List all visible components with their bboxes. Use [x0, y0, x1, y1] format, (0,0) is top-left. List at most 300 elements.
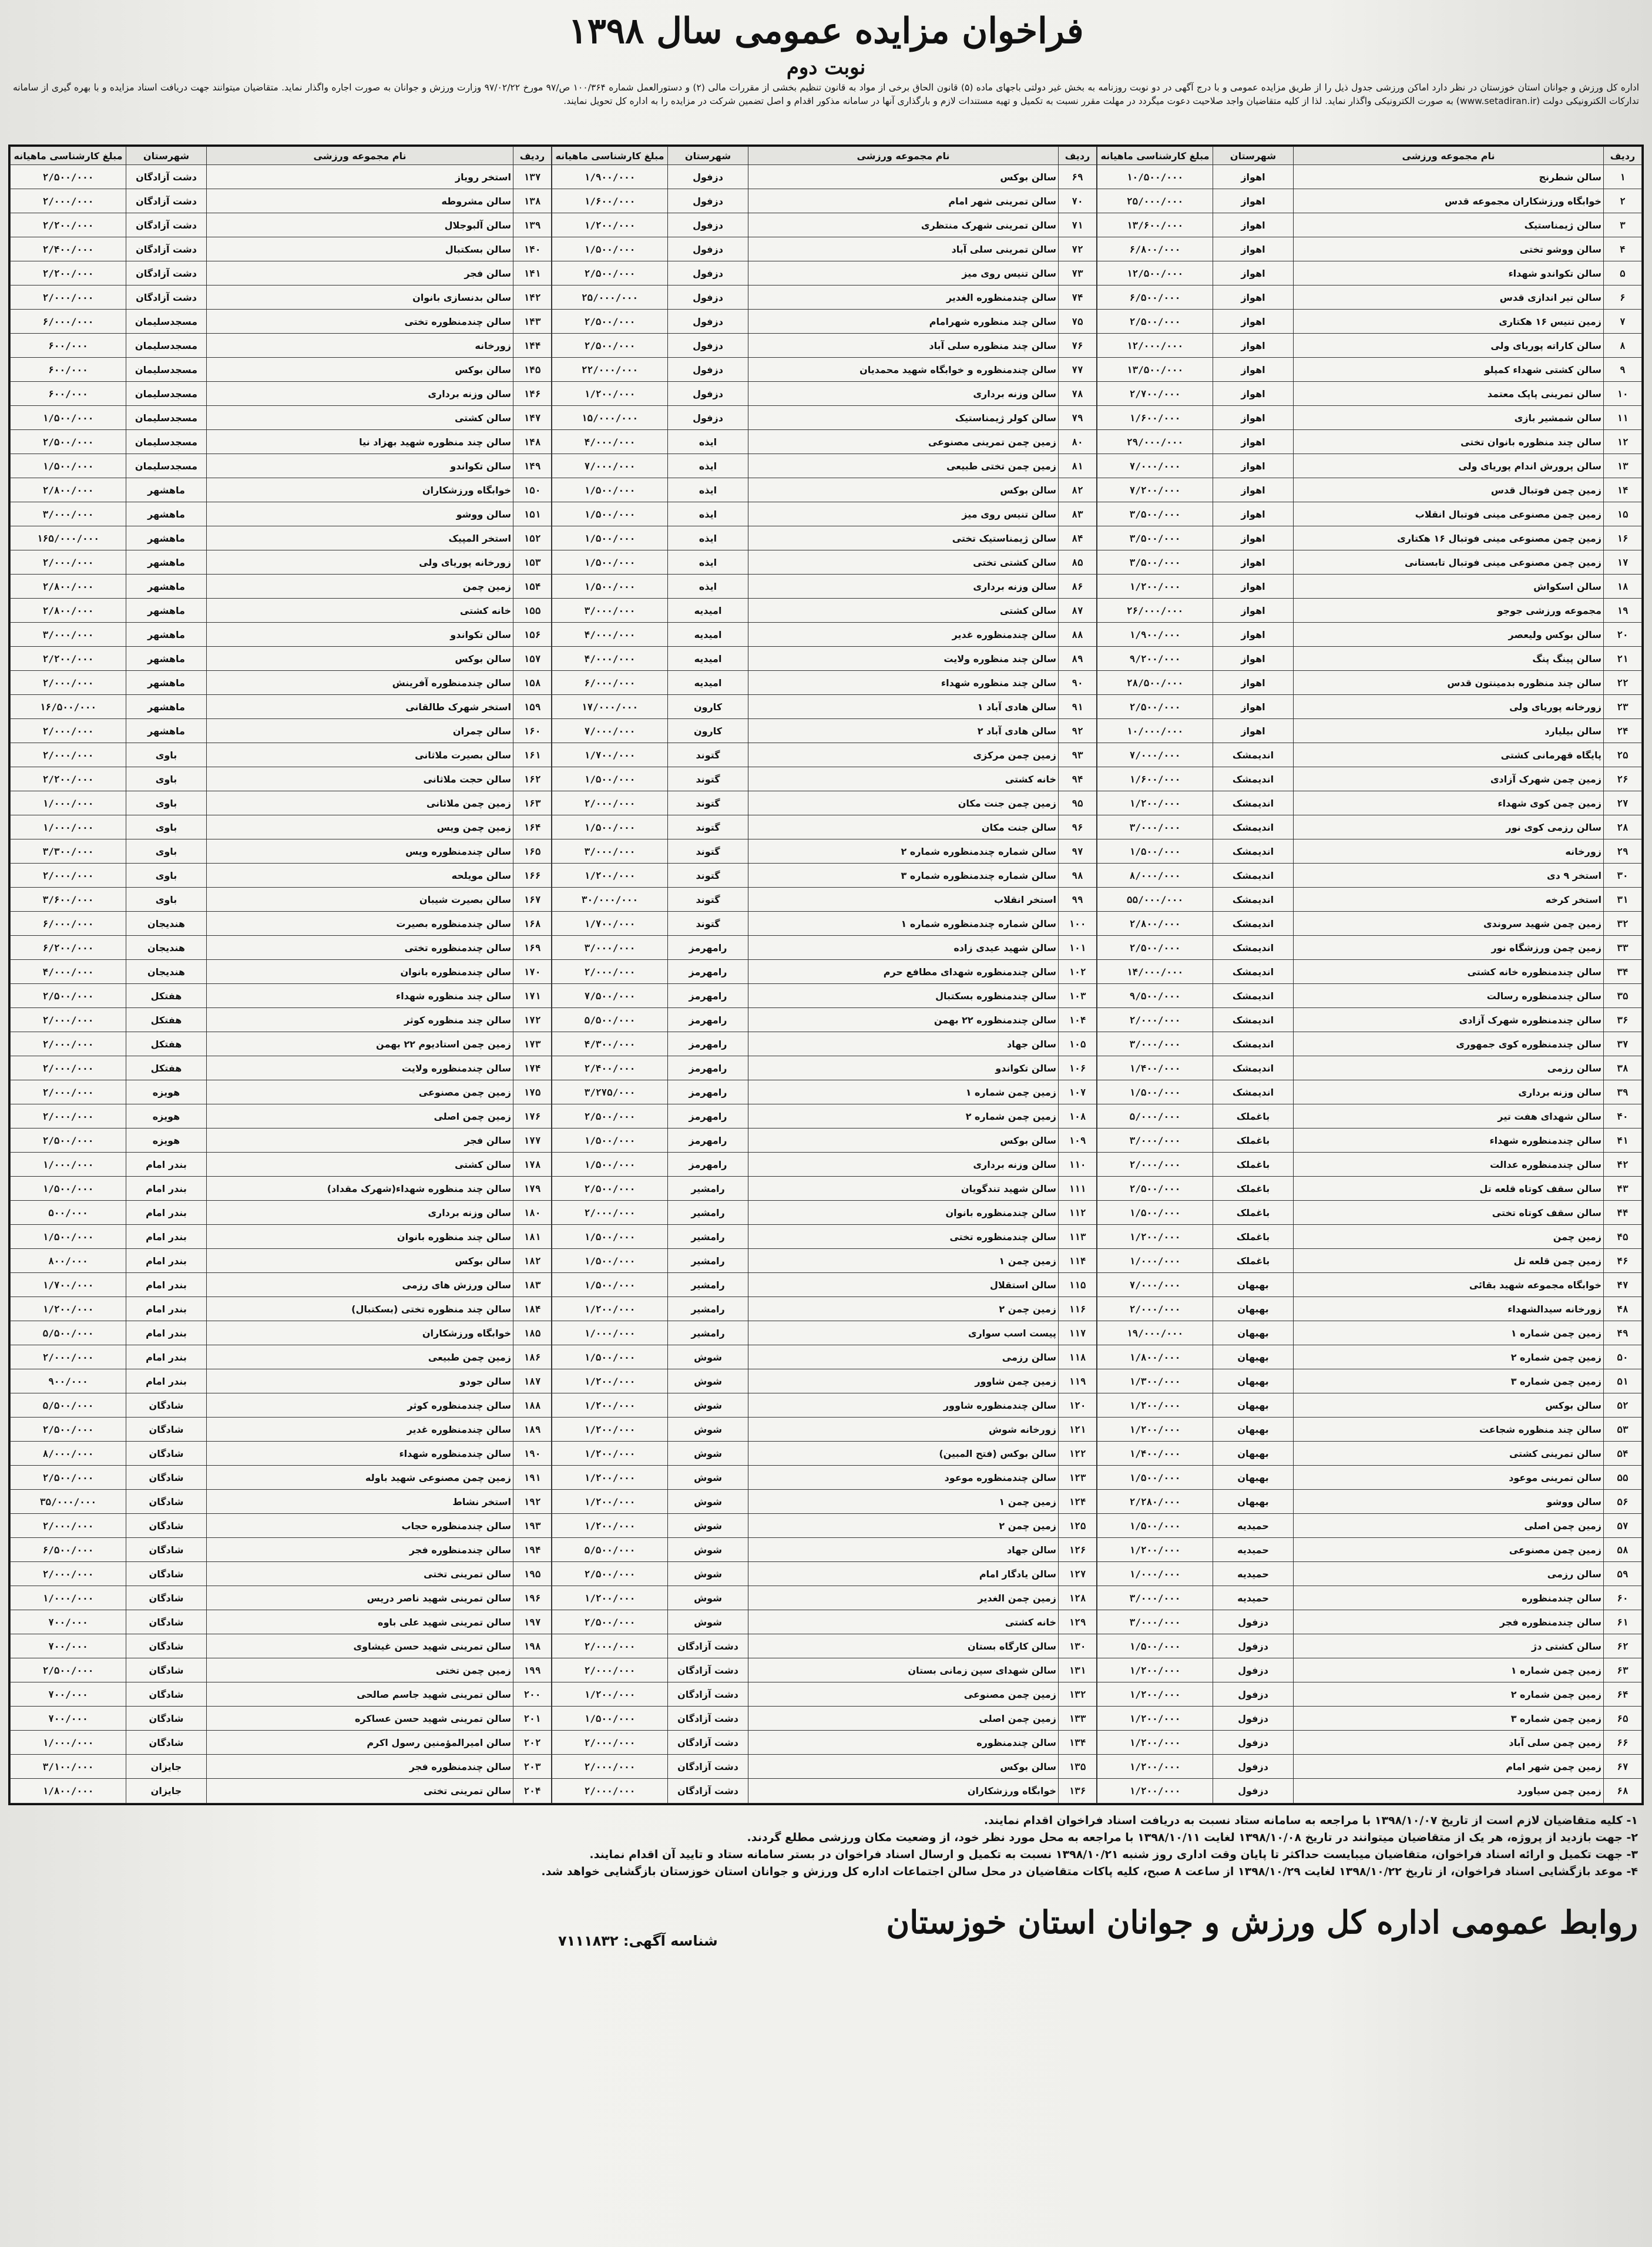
city: اهواز — [1213, 261, 1294, 286]
table-row — [1097, 1345, 1642, 1369]
row-number: ۱۴۵ — [513, 358, 552, 382]
city: هندیجان — [126, 912, 207, 936]
table-row — [552, 334, 1097, 358]
city: شوش — [668, 1442, 748, 1466]
footnote: ۴- موعد بازگشایی اسناد فراخوان، از تاریخ ۱۳۹۸/۱۰/۲۲ لغایت ۱۳۹۸/۱۰/۲۹ از ساعت ۸ صبح، کلیه پاکات متقاضیان در محل سالن اجتماعات اداره کل ورزش و جوانان استان خوزستان بازگشایی خواهد شد. — [541, 1865, 1638, 1878]
city: گتوند — [668, 767, 748, 791]
monthly-price: ۱/۲۰۰/۰۰۰ — [552, 213, 668, 237]
venue-name: سالن فجر — [207, 1128, 513, 1153]
city: شادگان — [126, 1562, 207, 1586]
row-number: ۹۳ — [1059, 743, 1097, 767]
row-number: ۷۲ — [1059, 237, 1097, 261]
monthly-price: ۲۵/۰۰۰/۰۰۰ — [552, 286, 668, 310]
table-row — [1097, 1634, 1642, 1658]
row-number: ۱۸ — [1604, 575, 1642, 599]
city: دشت آزادگان — [668, 1658, 748, 1682]
venue-name: سالن تمرینی شهید حسن غیشاوی — [207, 1634, 513, 1658]
table-row — [1097, 261, 1642, 286]
venue-name: زمین چمن تمرینی مصنوعی — [748, 430, 1059, 454]
city: رامهرمز — [668, 1128, 748, 1153]
venue-name: زمین چمن شهر امام — [1294, 1755, 1604, 1779]
row-number: ۶۷ — [1604, 1755, 1642, 1779]
row-number: ۱۰ — [1604, 382, 1642, 406]
city: بندر امام — [126, 1345, 207, 1369]
city: رامشیر — [668, 1201, 748, 1225]
venue-name: سالن ووشو — [1294, 1490, 1604, 1514]
city: مسجدسلیمان — [126, 358, 207, 382]
row-number: ۱۹ — [1604, 599, 1642, 623]
monthly-price: ۷/۰۰۰/۰۰۰ — [552, 454, 668, 478]
table-row — [552, 1418, 1097, 1442]
table-row — [552, 815, 1097, 839]
monthly-price: ۴/۰۰۰/۰۰۰ — [552, 647, 668, 671]
table-row — [1097, 791, 1642, 815]
city: باغملک — [1213, 1201, 1294, 1225]
table-row — [552, 1393, 1097, 1418]
monthly-price: ۱/۲۰۰/۰۰۰ — [1097, 1755, 1213, 1779]
table-row — [11, 1297, 552, 1321]
city: دشت آزادگان — [668, 1779, 748, 1803]
city: شوش — [668, 1466, 748, 1490]
venue-name: سالن چند منظوره ولایت — [748, 647, 1059, 671]
row-number: ۱۷۹ — [513, 1177, 552, 1201]
city: ایذه — [668, 430, 748, 454]
city: هفتکل — [126, 1008, 207, 1032]
monthly-price: ۱/۲۰۰/۰۰۰ — [1097, 1779, 1213, 1803]
monthly-price: ۱/۳۰۰/۰۰۰ — [1097, 1369, 1213, 1393]
city: شادگان — [126, 1418, 207, 1442]
monthly-price: ۸۰۰/۰۰۰ — [11, 1249, 126, 1273]
city: اهواز — [1213, 671, 1294, 695]
venue-name: سالن چندمنظوره بانوان — [748, 1201, 1059, 1225]
venue-name: سالن چمران — [207, 719, 513, 743]
row-number: ۱۱۵ — [1059, 1273, 1097, 1297]
venue-name: سالن تمرینی تختی — [207, 1779, 513, 1803]
row-number: ۱۳۵ — [1059, 1755, 1097, 1779]
city: هویزه — [126, 1104, 207, 1128]
table-row — [11, 695, 552, 719]
venue-name: سالن تکواندو شهداء — [1294, 261, 1604, 286]
footnote: ۱- کلیه متقاضیان لازم است از تاریخ ۱۳۹۸/۱۰/۰۷ با مراجعه به سامانه ستاد نسبت به دریافت اسناد فراخوان اقدام نمایند. — [983, 1814, 1638, 1827]
table-row — [11, 382, 552, 406]
venue-name: سالن کولر ژیمناستیک — [748, 406, 1059, 430]
table-header-row — [11, 147, 552, 165]
monthly-price: ۱/۵۰۰/۰۰۰ — [552, 575, 668, 599]
venue-name: سالن چندمنظوره کوی جمهوری — [1294, 1032, 1604, 1056]
venue-name: سالن فجر — [207, 261, 513, 286]
venue-name: زورخانه شوش — [748, 1418, 1059, 1442]
city: دزفول — [668, 189, 748, 213]
venue-name: زمین چمن شماره ۲ — [1294, 1345, 1604, 1369]
table-row — [1097, 623, 1642, 647]
table-row — [1097, 1297, 1642, 1321]
table-row — [552, 1586, 1097, 1610]
monthly-price: ۱/۰۰۰/۰۰۰ — [11, 791, 126, 815]
footnote: ۲- جهت بازدید از پروژه، هر یک از متقاضیان میتوانند در تاریخ ۱۳۹۸/۱۰/۰۸ لغایت ۱۳۹۸/۱۰/۱۱ با مراجعه به محل مورد نظر خود، از وضعیت مکان ورزشی مطلع گردند. — [747, 1831, 1638, 1844]
city: باغملک — [1213, 1104, 1294, 1128]
venue-name: خوابگاه ورزشکاران مجموعه قدس — [1294, 189, 1604, 213]
city: هفتکل — [126, 1056, 207, 1080]
city: گتوند — [668, 912, 748, 936]
table-row — [11, 1586, 552, 1610]
row-number: ۱۵۱ — [513, 502, 552, 526]
city: شوش — [668, 1490, 748, 1514]
venue-name: سالن یادگار امام — [748, 1562, 1059, 1586]
monthly-price: ۲/۵۰۰/۰۰۰ — [1097, 936, 1213, 960]
table-row — [552, 310, 1097, 334]
monthly-price: ۱/۵۰۰/۰۰۰ — [552, 550, 668, 575]
ad-subtitle: نوبت دوم — [786, 56, 866, 79]
table-row — [1097, 358, 1642, 382]
city: باوی — [126, 839, 207, 864]
table-row — [552, 165, 1097, 189]
row-number: ۱۰۶ — [1059, 1056, 1097, 1080]
table-row — [552, 454, 1097, 478]
city: باوی — [126, 791, 207, 815]
monthly-price: ۱/۰۰۰/۰۰۰ — [11, 1731, 126, 1755]
city: حمیدیه — [1213, 1538, 1294, 1562]
monthly-price: ۲/۵۰۰/۰۰۰ — [11, 165, 126, 189]
city: اهواز — [1213, 334, 1294, 358]
venue-name: سالن بوکس — [748, 165, 1059, 189]
table-row — [552, 237, 1097, 261]
city: اهواز — [1213, 213, 1294, 237]
row-number: ۱۴۴ — [513, 334, 552, 358]
monthly-price: ۱/۲۰۰/۰۰۰ — [11, 1297, 126, 1321]
venue-name: زمین چمن ۲ — [748, 1514, 1059, 1538]
venue-name: سالن کاراته پوریای ولی — [1294, 334, 1604, 358]
venue-name: سالن چند منظوره شهید بهزاد نیا — [207, 430, 513, 454]
city: اندیمشک — [1213, 864, 1294, 888]
venue-name: زمین چمن شماره ۱ — [1294, 1321, 1604, 1345]
table-row — [552, 1201, 1097, 1225]
venue-name: سالن چندمنظوره ویس — [207, 839, 513, 864]
venue-name: سالن سقف کوتاه قلعه تل — [1294, 1177, 1604, 1201]
row-number: ۱۸۷ — [513, 1369, 552, 1393]
monthly-price: ۹/۲۰۰/۰۰۰ — [1097, 647, 1213, 671]
venue-name: سالن وزنه برداری — [207, 382, 513, 406]
city: دشت آزادگان — [126, 237, 207, 261]
table-row — [1097, 575, 1642, 599]
monthly-price: ۱/۲۰۰/۰۰۰ — [552, 864, 668, 888]
monthly-price: ۶/۲۰۰/۰۰۰ — [11, 936, 126, 960]
venue-name: سالن جهاد — [748, 1538, 1059, 1562]
venue-name: سالن شماره چندمنظوره شماره ۱ — [748, 912, 1059, 936]
monthly-price: ۱/۵۰۰/۰۰۰ — [1097, 839, 1213, 864]
city: اندیمشک — [1213, 912, 1294, 936]
row-number: ۲۴ — [1604, 719, 1642, 743]
venue-name: سالن چندمنظوره بسکتبال — [748, 984, 1059, 1008]
row-number: ۸۸ — [1059, 623, 1097, 647]
row-number: ۱۲۱ — [1059, 1418, 1097, 1442]
table-row — [552, 1297, 1097, 1321]
row-number: ۸۶ — [1059, 575, 1097, 599]
city: ایذه — [668, 575, 748, 599]
venue-name: سالن هادی آباد ۲ — [748, 719, 1059, 743]
city: دزفول — [1213, 1610, 1294, 1634]
table-row — [552, 1707, 1097, 1731]
table-row — [11, 1779, 552, 1803]
city: باوی — [126, 888, 207, 912]
city: مسجدسلیمان — [126, 406, 207, 430]
table-row — [552, 1514, 1097, 1538]
table-row — [552, 1080, 1097, 1104]
monthly-price: ۹۰۰/۰۰۰ — [11, 1369, 126, 1393]
monthly-price: ۷۰۰/۰۰۰ — [11, 1610, 126, 1634]
monthly-price: ۱/۵۰۰/۰۰۰ — [552, 237, 668, 261]
table-row — [1097, 430, 1642, 454]
table-row — [11, 1032, 552, 1056]
table-row — [1097, 237, 1642, 261]
table-row — [1097, 984, 1642, 1008]
table-row — [1097, 1514, 1642, 1538]
row-number: ۱۶۸ — [513, 912, 552, 936]
city: بهبهان — [1213, 1466, 1294, 1490]
venue-name: سالن شماره چندمنظوره شماره ۲ — [748, 839, 1059, 864]
city: اندیمشک — [1213, 1032, 1294, 1056]
city: ماهشهر — [126, 719, 207, 743]
table-row — [11, 719, 552, 743]
venue-name: خانه کشتی — [207, 599, 513, 623]
monthly-price: ۵۵/۰۰۰/۰۰۰ — [1097, 888, 1213, 912]
city: هندیجان — [126, 936, 207, 960]
venue-name: استخر نشاط — [207, 1490, 513, 1514]
city: امیدیه — [668, 623, 748, 647]
venue-name: سالن حجت ملاثانی — [207, 767, 513, 791]
venue-name: زمین چمن ویس — [207, 815, 513, 839]
row-number: ۸۱ — [1059, 454, 1097, 478]
table-row — [1097, 1586, 1642, 1610]
city: اهواز — [1213, 647, 1294, 671]
table-row — [552, 1442, 1097, 1466]
monthly-price: ۱۵/۰۰۰/۰۰۰ — [552, 406, 668, 430]
row-number: ۵۶ — [1604, 1490, 1642, 1514]
monthly-price: ۱۰/۵۰۰/۰۰۰ — [1097, 165, 1213, 189]
venue-name: سالن چند منظوره شجاعت — [1294, 1418, 1604, 1442]
column-header: ردیف — [513, 147, 552, 165]
monthly-price: ۱/۶۰۰/۰۰۰ — [1097, 767, 1213, 791]
row-number: ۱۴۰ — [513, 237, 552, 261]
venue-name: سالن چندمنظوره آفرینش — [207, 671, 513, 695]
monthly-price: ۱/۵۰۰/۰۰۰ — [552, 1273, 668, 1297]
venue-name: سالن شهید عیدی زاده — [748, 936, 1059, 960]
table-row — [1097, 213, 1642, 237]
city: اندیمشک — [1213, 1056, 1294, 1080]
row-number: ۶ — [1604, 286, 1642, 310]
monthly-price: ۶/۰۰۰/۰۰۰ — [11, 912, 126, 936]
row-number: ۹۹ — [1059, 888, 1097, 912]
row-number: ۱۸۸ — [513, 1393, 552, 1418]
city: شوش — [668, 1369, 748, 1393]
row-number: ۱۵۴ — [513, 575, 552, 599]
table-row — [11, 960, 552, 984]
row-number: ۱۸۰ — [513, 1201, 552, 1225]
table-row — [552, 984, 1097, 1008]
venue-name: سالن ووشو تختی — [1294, 237, 1604, 261]
venue-name: سالن رزمی کوی نور — [1294, 815, 1604, 839]
city: بهبهان — [1213, 1393, 1294, 1418]
monthly-price: ۱/۲۰۰/۰۰۰ — [552, 1297, 668, 1321]
monthly-price: ۷/۰۰۰/۰۰۰ — [552, 719, 668, 743]
table-row — [552, 1731, 1097, 1755]
table-row — [11, 815, 552, 839]
row-number: ۱۳۲ — [1059, 1682, 1097, 1707]
venue-name: سالن کشتی شهداء کمپلو — [1294, 358, 1604, 382]
venue-name: سالن جهاد — [748, 1032, 1059, 1056]
venue-name: سالن تمرینی شهید جاسم صالحی — [207, 1682, 513, 1707]
monthly-price: ۲/۰۰۰/۰۰۰ — [11, 189, 126, 213]
monthly-price: ۱/۷۰۰/۰۰۰ — [552, 743, 668, 767]
venue-name: زمین چمن شماره ۳ — [1294, 1707, 1604, 1731]
monthly-price: ۵/۵۰۰/۰۰۰ — [552, 1008, 668, 1032]
city: اهواز — [1213, 695, 1294, 719]
monthly-price: ۲/۵۰۰/۰۰۰ — [11, 1466, 126, 1490]
row-number: ۱۰۱ — [1059, 936, 1097, 960]
row-number: ۹۲ — [1059, 719, 1097, 743]
venue-name: سالن جودو — [207, 1369, 513, 1393]
city: بهبهان — [1213, 1369, 1294, 1393]
city: رامهرمز — [668, 936, 748, 960]
venue-name: زورخانه سیدالشهداء — [1294, 1297, 1604, 1321]
table-row — [1097, 1490, 1642, 1514]
monthly-price: ۲/۰۰۰/۰۰۰ — [552, 1201, 668, 1225]
table-row — [1097, 526, 1642, 550]
city: ماهشهر — [126, 623, 207, 647]
city: اندیمشک — [1213, 743, 1294, 767]
city: رامشیر — [668, 1177, 748, 1201]
monthly-price: ۲/۲۸۰/۰۰۰ — [1097, 1490, 1213, 1514]
row-number: ۵۲ — [1604, 1393, 1642, 1418]
monthly-price: ۱/۵۰۰/۰۰۰ — [1097, 1514, 1213, 1538]
city: اندیمشک — [1213, 936, 1294, 960]
table-row — [552, 1104, 1097, 1128]
venue-name: سالن پرورش اندام پوریای ولی — [1294, 454, 1604, 478]
city: ماهشهر — [126, 671, 207, 695]
row-number: ۲ — [1604, 189, 1642, 213]
venue-name: سالن بوکس — [1294, 1393, 1604, 1418]
city: باوی — [126, 864, 207, 888]
row-number: ۹۴ — [1059, 767, 1097, 791]
monthly-price: ۱/۲۰۰/۰۰۰ — [1097, 1418, 1213, 1442]
table-row — [11, 1153, 552, 1177]
table-row — [1097, 1610, 1642, 1634]
city: اندیمشک — [1213, 984, 1294, 1008]
venue-name: سالن چندمنظوره — [748, 1731, 1059, 1755]
table-row — [552, 1610, 1097, 1634]
monthly-price: ۲/۰۰۰/۰۰۰ — [11, 1080, 126, 1104]
row-number: ۱۵۵ — [513, 599, 552, 623]
monthly-price: ۳/۲۷۵/۰۰۰ — [552, 1080, 668, 1104]
row-number: ۹۸ — [1059, 864, 1097, 888]
table-row — [11, 526, 552, 550]
monthly-price: ۲/۵۰۰/۰۰۰ — [552, 1177, 668, 1201]
monthly-price: ۲۹/۰۰۰/۰۰۰ — [1097, 430, 1213, 454]
monthly-price: ۲/۰۰۰/۰۰۰ — [11, 1032, 126, 1056]
row-number: ۸۰ — [1059, 430, 1097, 454]
monthly-price: ۲/۵۰۰/۰۰۰ — [552, 261, 668, 286]
monthly-price: ۲/۰۰۰/۰۰۰ — [11, 719, 126, 743]
venue-name: سالن چندمنظوره تختی — [748, 1225, 1059, 1249]
city: شادگان — [126, 1682, 207, 1707]
city: رامشیر — [668, 1225, 748, 1249]
venue-name: سالن تمرینی شهید حسن عساکره — [207, 1707, 513, 1731]
row-number: ۱۶۹ — [513, 936, 552, 960]
monthly-price: ۳/۶۰۰/۰۰۰ — [11, 888, 126, 912]
city: باغملک — [1213, 1249, 1294, 1273]
venue-name: سالن چندمنظوره رسالت — [1294, 984, 1604, 1008]
city: رامهرمز — [668, 1080, 748, 1104]
monthly-price: ۲/۴۰۰/۰۰۰ — [552, 1056, 668, 1080]
city: دشت آزادگان — [668, 1634, 748, 1658]
monthly-price: ۱/۸۰۰/۰۰۰ — [1097, 1345, 1213, 1369]
row-number: ۶۹ — [1059, 165, 1097, 189]
monthly-price: ۱۳/۵۰۰/۰۰۰ — [1097, 358, 1213, 382]
city: شوش — [668, 1586, 748, 1610]
row-number: ۹ — [1604, 358, 1642, 382]
venue-name: زمین چمن شماره ۲ — [748, 1104, 1059, 1128]
monthly-price: ۲/۵۰۰/۰۰۰ — [11, 1658, 126, 1682]
monthly-price: ۲/۵۰۰/۰۰۰ — [552, 1610, 668, 1634]
monthly-price: ۲/۰۰۰/۰۰۰ — [552, 960, 668, 984]
row-number: ۷۱ — [1059, 213, 1097, 237]
monthly-price: ۱/۵۰۰/۰۰۰ — [11, 406, 126, 430]
row-number: ۱۶۶ — [513, 864, 552, 888]
city: شادگان — [126, 1634, 207, 1658]
venue-name: سالن کشتی — [207, 1153, 513, 1177]
table-row — [1097, 960, 1642, 984]
city: اندیمشک — [1213, 1008, 1294, 1032]
column-header: شهرستان — [126, 147, 207, 165]
venue-name: زمین چمن کوی شهداء — [1294, 791, 1604, 815]
venues-table — [8, 145, 1644, 1805]
row-number: ۹۰ — [1059, 671, 1097, 695]
table-row — [11, 1731, 552, 1755]
row-number: ۵۹ — [1604, 1562, 1642, 1586]
row-number: ۵۰ — [1604, 1345, 1642, 1369]
monthly-price: ۱/۵۰۰/۰۰۰ — [1097, 1466, 1213, 1490]
venue-name: سالن چندمنظوره غدیر — [748, 623, 1059, 647]
table-row — [11, 286, 552, 310]
city: رامهرمز — [668, 1056, 748, 1080]
table-row — [1097, 1393, 1642, 1418]
row-number: ۳۱ — [1604, 888, 1642, 912]
venue-name: سالن تیر اندازی قدس — [1294, 286, 1604, 310]
monthly-price: ۱/۲۰۰/۰۰۰ — [1097, 1682, 1213, 1707]
venue-name: سالن تنیس روی میز — [748, 261, 1059, 286]
row-number: ۱۹۱ — [513, 1466, 552, 1490]
city: شادگان — [126, 1586, 207, 1610]
table-row — [11, 1345, 552, 1369]
column-header: نام مجموعه ورزشی — [748, 147, 1059, 165]
venue-name: زمین چمن شماره ۲ — [1294, 1682, 1604, 1707]
row-number: ۱۷۵ — [513, 1080, 552, 1104]
venue-name: زمین چمن طبیعی — [207, 1345, 513, 1369]
table-header-row — [1097, 147, 1642, 165]
monthly-price: ۱/۸۰۰/۰۰۰ — [11, 1779, 126, 1803]
monthly-price: ۴/۰۰۰/۰۰۰ — [11, 960, 126, 984]
city: هویزه — [126, 1080, 207, 1104]
row-number: ۱۳ — [1604, 454, 1642, 478]
row-number: ۱۰۹ — [1059, 1128, 1097, 1153]
table-row — [11, 550, 552, 575]
venue-name: زمین چمن مصنوعی — [207, 1080, 513, 1104]
table-row — [1097, 1177, 1642, 1201]
venue-name: سالن تکواندو — [748, 1056, 1059, 1080]
row-number: ۱۴۹ — [513, 454, 552, 478]
venue-name: سالن چندمنظوره تختی — [207, 310, 513, 334]
table-row — [11, 237, 552, 261]
row-number: ۱۱۴ — [1059, 1249, 1097, 1273]
